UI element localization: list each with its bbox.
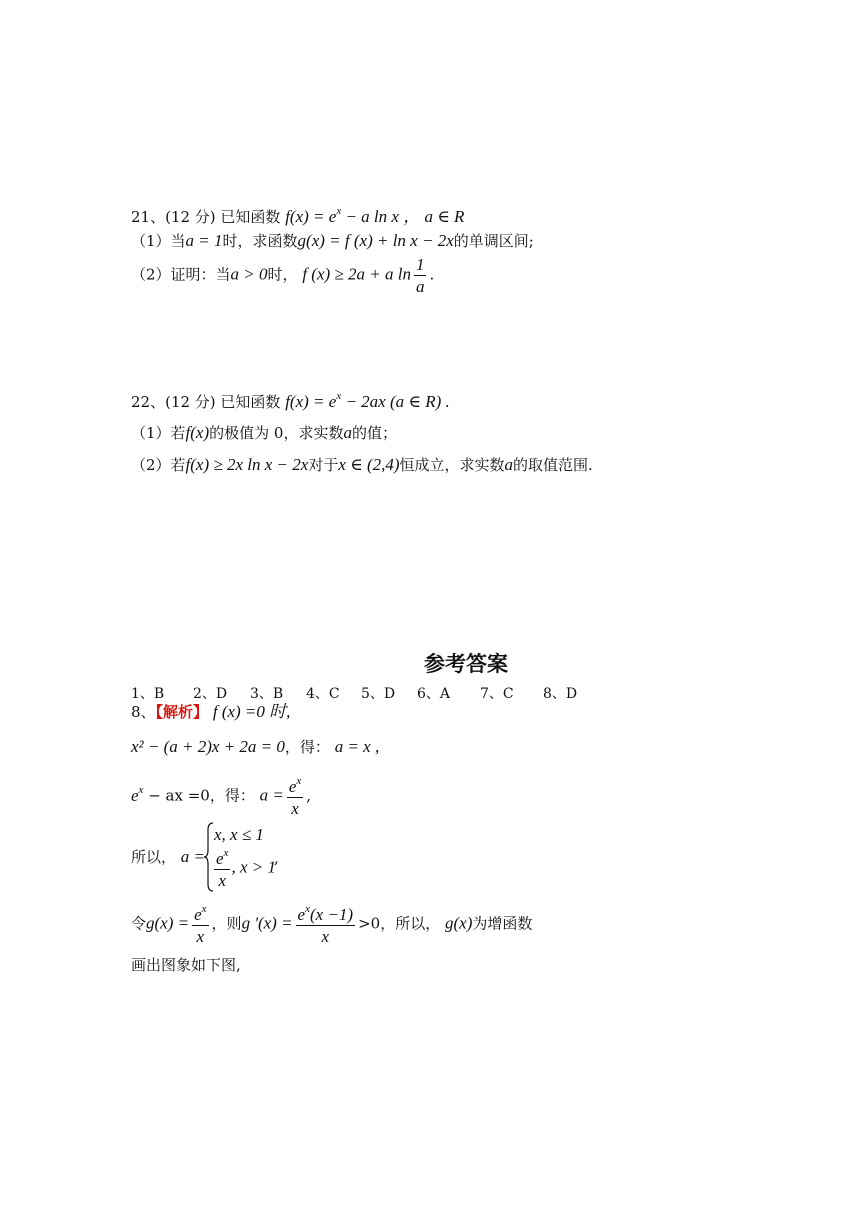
solution-line5 (131, 904, 532, 945)
q22-part2-range: x ∈ (2,4) (338, 455, 400, 474)
solution-line5-gprime: g '(x) = (241, 913, 293, 933)
solution-tag: 【解析】 (155, 703, 209, 721)
solution-line5-g2: g(x) (444, 913, 473, 933)
q22-part2-var: a (504, 455, 514, 474)
solution-line3-formula: $e^x$ (131, 783, 144, 805)
solution-line5-then: ，则 (211, 914, 242, 933)
piecewise-case2-cond: , x > 1 (231, 857, 276, 877)
solution-line4-lhs: a = (180, 847, 206, 866)
q21-part1-text: 时，求函数 (222, 232, 298, 250)
solution-line5-suffix: 为增函数 (472, 914, 533, 933)
q21-line3 (131, 256, 434, 295)
solution-line5-fraction: $\frac{e^x}{x}$ (194, 903, 207, 946)
choice-answer: 4、C (306, 686, 340, 702)
piecewise-case2 (214, 848, 276, 889)
choice-answer: 1、B (131, 686, 165, 702)
q21-part1-formula: g(x) = f (x) + ln x − 2x (297, 231, 454, 250)
choice-answer: 6、A (417, 686, 451, 702)
solution-line5-gt: >0，所以， (358, 914, 441, 933)
solution-line5-prefix: 令 (131, 914, 147, 933)
q22-part2-text2: 恒成立，求实数 (399, 456, 505, 474)
q22-part2-formula: f(x) ≥ 2x ln x − 2x (185, 455, 309, 474)
choice-answer: 8、D (543, 686, 578, 702)
solution-line5-g: g(x) = (146, 913, 190, 933)
solution-number: 8、 (131, 703, 156, 721)
q22-formula: $f(x) = e^x - 2ax$ (a ∈ R) . (285, 390, 450, 411)
solution-line2 (131, 738, 379, 755)
q21-part2-text: 时， (267, 265, 298, 284)
q21-formula: $f(x) = e^x - a$ ln x ， a ∈ R (285, 205, 465, 226)
q22-part1-label: （1）若 (131, 424, 186, 442)
q21-part2-formula: f (x) ≥ 2a + a ln (302, 264, 411, 284)
solution-line3-result: a = (259, 785, 284, 805)
q21-part1-condition: a = 1 (185, 231, 223, 250)
q22-part1-suffix: 的值； (351, 424, 397, 442)
answers-title: 参考答案 (424, 652, 508, 676)
solution-line4-prefix: 所以， (131, 848, 177, 866)
piecewise-case1: x, x ≤ 1 (214, 825, 264, 844)
solution-line1 (131, 703, 290, 720)
solution-line2-result: a = x , (334, 737, 380, 756)
q22-part2-suffix: 的取值范围. (513, 456, 593, 474)
q21-part1-label: （1）当 (131, 232, 186, 250)
q21-part2-condition: a > 0 (230, 264, 268, 284)
solution-line6: 画出图象如下图, (131, 956, 241, 974)
choice-answer: 3、B (250, 686, 284, 702)
q21-part2-fraction: $\frac{1}{a}$ (415, 255, 425, 296)
q22-part2-text: 对于 (308, 456, 339, 474)
solution-line4-end: , (274, 849, 279, 867)
solution-line3-text: − ax =0，得： (143, 786, 255, 805)
q22-line1 (131, 391, 450, 410)
q22-part2-label: （2）若 (131, 456, 186, 474)
solution-line5-fraction2: $\frac{e^x(x -1)}{x}$ (297, 903, 354, 946)
choice-answer: 7、C (480, 686, 514, 702)
solution-line4 (131, 848, 205, 865)
q21-line2 (131, 232, 534, 249)
q22-line2 (131, 424, 397, 441)
solution-line3 (131, 776, 311, 817)
piecewise-case2-fraction: $\frac{e^x}{x}$ (216, 847, 229, 890)
choice-answer: 5、D (361, 686, 396, 702)
q22-part1-var: a (343, 423, 352, 442)
q22-line3 (131, 456, 593, 473)
solution-line3-end: , (306, 786, 312, 805)
choice-answer: 2、D (193, 686, 228, 702)
q21-part1-suffix: 的单调区间; (453, 232, 534, 250)
q21-part2-label: （2）证明：当 (131, 265, 231, 284)
solution-line3-fraction: $\frac{e^x}{x}$ (288, 775, 302, 818)
q21-line1 (131, 206, 464, 225)
q22-part1-text: 的极值为 0，求实数 (209, 424, 344, 442)
q22-label: 22、(12 分) 已知函数 (131, 393, 281, 411)
solution-line2-text: ，得： (284, 738, 330, 756)
q21-part2-period: . (429, 265, 435, 284)
q21-label: 21、(12 分) 已知函数 (131, 208, 281, 226)
solution-line2-formula: x² − (a + 2)x + 2a = 0 (131, 737, 285, 756)
q22-part1-formula: f(x) (185, 423, 210, 442)
solution-line1-formula: f (x) =0 时, (212, 702, 291, 721)
